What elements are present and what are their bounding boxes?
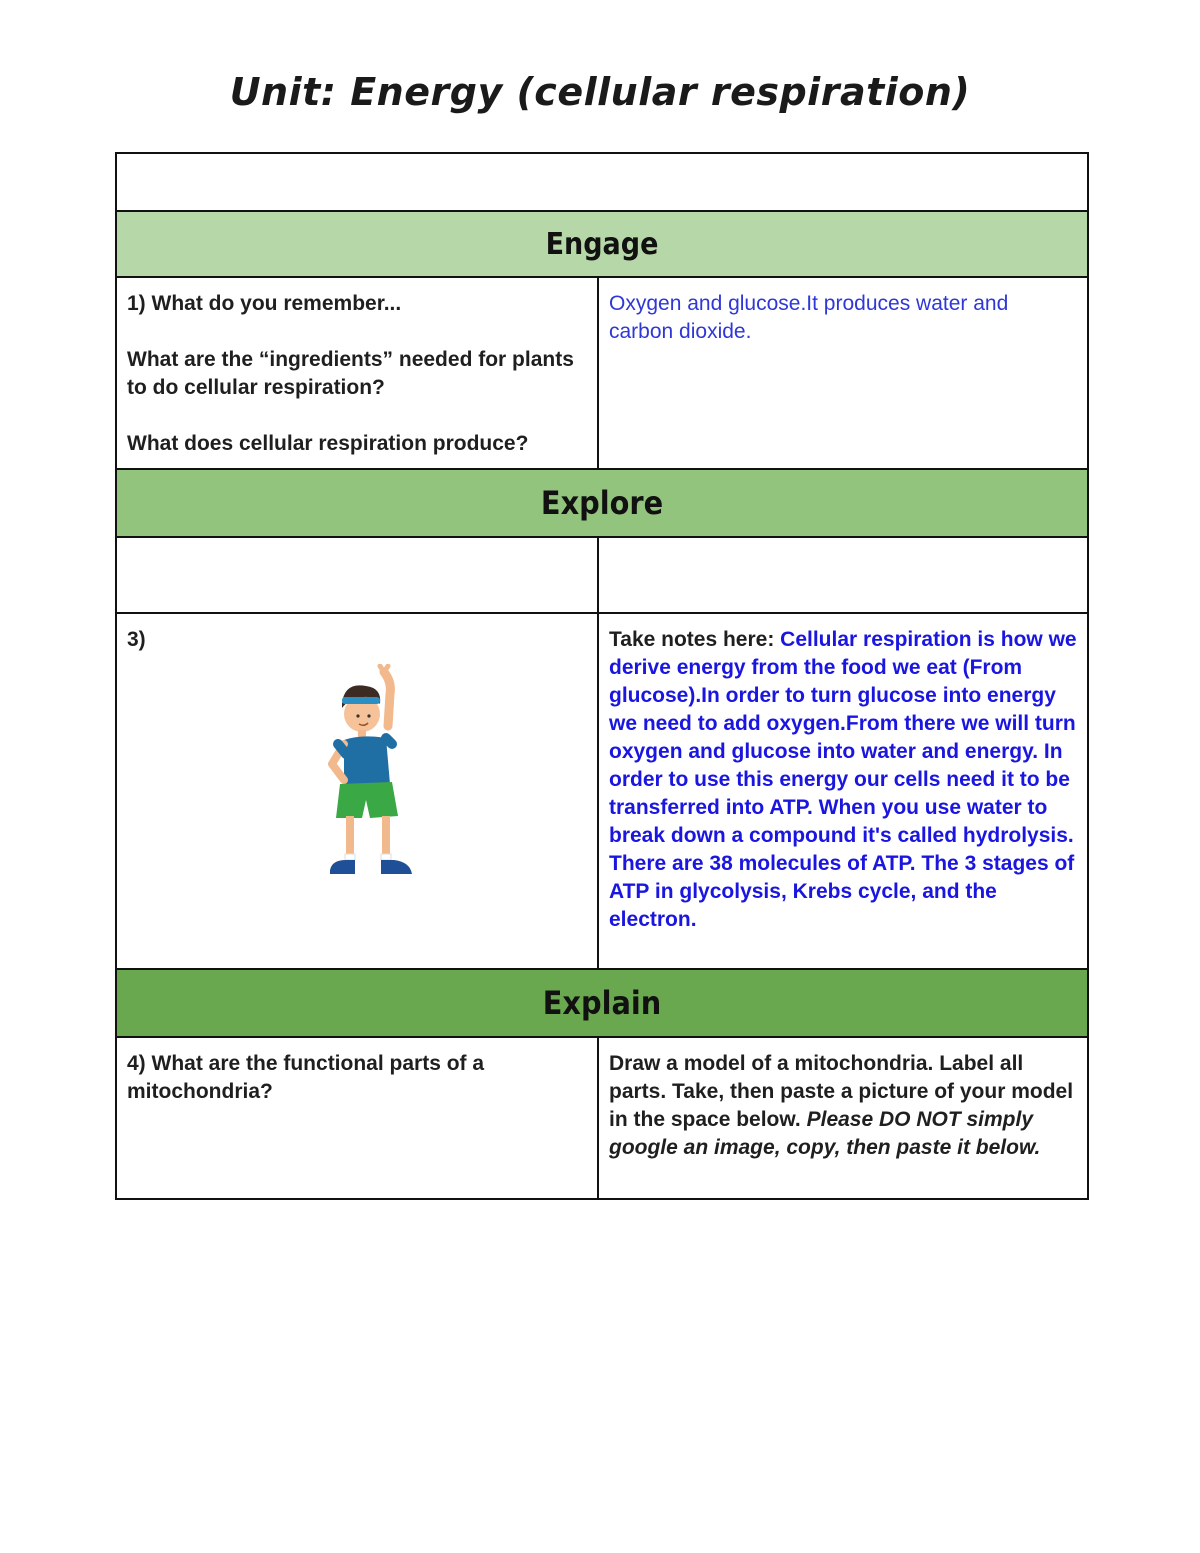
blank-explore-row <box>116 537 1088 613</box>
section-explain: Explain <box>116 969 1088 1037</box>
answer-1-text: Oxygen and glucose.It produces water and carbon dioxide. <box>609 292 1009 343</box>
question-4-text: 4) What are the functional parts of a mitochondria? <box>127 1052 485 1103</box>
question-1-ingredients: What are the “ingredients” needed for plants to do cellular respiration? <box>127 348 574 399</box>
instructions-4-italic: Please DO NOT simply google an image, copy, then paste it below. <box>609 1108 1041 1159</box>
worksheet-table <box>115 152 1089 1200</box>
instructions-4-text: Draw a model of a mitochondria. Label all parts. Take, then paste a picture of your model in the space below. <box>609 1052 1074 1131</box>
blank-explore-left[interactable] <box>116 537 598 613</box>
question-4-cell <box>116 1037 598 1199</box>
question-3-label: 3) <box>127 628 146 651</box>
question-1-cell <box>116 277 598 469</box>
question-1-row <box>116 277 1088 469</box>
question-1-produce: What does cellular respiration produce? <box>127 432 529 455</box>
page-title: Unit: Energy (cellular respiration) <box>229 70 971 114</box>
instructions-4-cell[interactable] <box>598 1037 1088 1199</box>
blank-header-row <box>116 153 1088 211</box>
section-explore: Explore <box>116 469 1088 537</box>
answer-1-cell[interactable] <box>598 277 1088 469</box>
notes-3-lead: Take notes here: <box>609 628 781 651</box>
notes-3-text: Cellular respiration is how we derive energy from the food we eat (From glucose).In order to turn glucose into energy we need to add oxygen.From there we will turn oxygen and glucose into water and energy. In order to use this energy our cells need it to be transferred into ATP. When you use water to break down a compound it's called hydrolysis. There are 38 molecules of ATP. The 3 stages of ATP in glycolysis, Krebs cycle, and the electron. <box>609 628 1077 931</box>
blank-explore-right[interactable] <box>598 537 1088 613</box>
question-4-row <box>116 1037 1088 1199</box>
notes-3-cell[interactable] <box>598 613 1088 969</box>
question-1-intro: 1) What do you remember... <box>127 292 402 315</box>
section-engage: Engage <box>116 211 1088 277</box>
question-3-cell <box>116 613 598 969</box>
question-3-row <box>116 613 1088 969</box>
exercising-boy-icon <box>322 664 442 890</box>
blank-header-cell[interactable] <box>116 153 1088 211</box>
